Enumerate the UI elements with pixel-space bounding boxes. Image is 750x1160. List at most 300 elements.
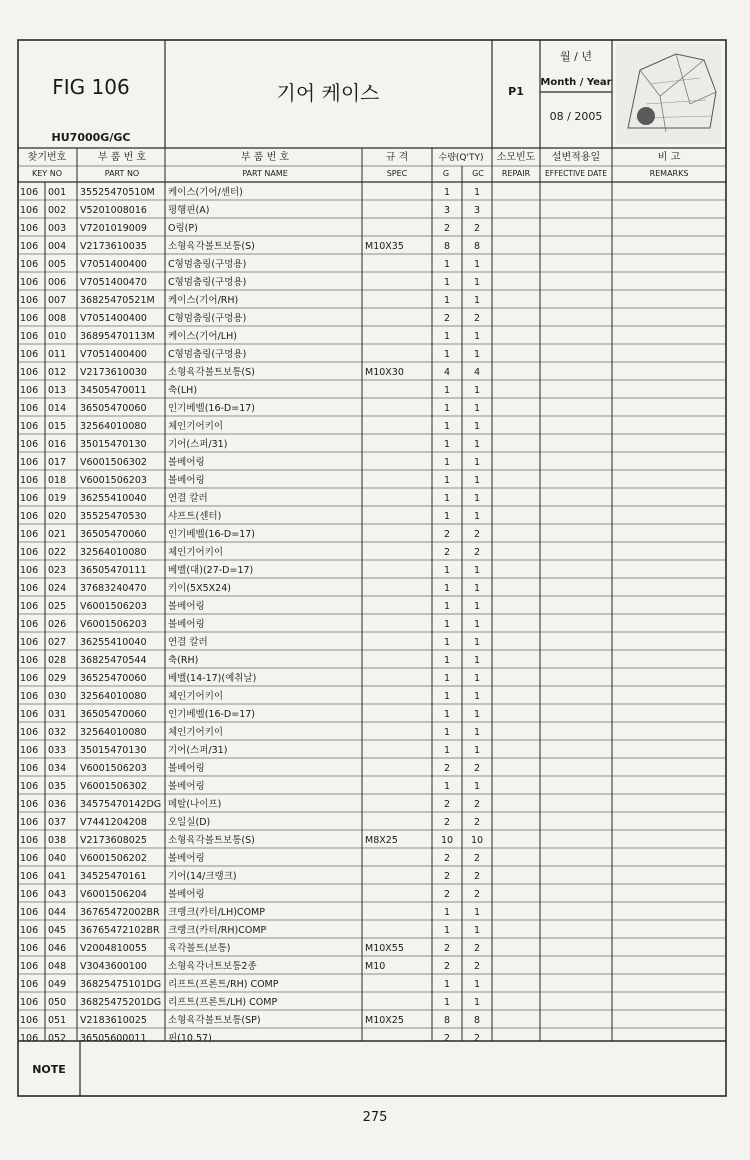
qty-g: 1 bbox=[443, 565, 451, 576]
table-row bbox=[20, 852, 480, 864]
key-group: 106 bbox=[20, 349, 39, 360]
part-name: 체인기어키이 bbox=[168, 421, 224, 432]
table-row bbox=[20, 258, 480, 270]
key-group: 106 bbox=[20, 385, 39, 396]
part-number: V6001506302 bbox=[80, 781, 147, 792]
qty-gc: 1 bbox=[473, 511, 481, 522]
part-number: 36895470113M bbox=[80, 331, 155, 342]
part-name: 메탈(나이프) bbox=[168, 799, 222, 810]
key-number: 007 bbox=[48, 295, 67, 306]
qty-g: 2 bbox=[443, 817, 451, 828]
qty-gc: 2 bbox=[473, 871, 481, 882]
part-number: 36765472102BR bbox=[80, 925, 160, 936]
part-number: V6001506202 bbox=[80, 853, 147, 864]
qty-g: 1 bbox=[443, 637, 451, 648]
part-number: 34525470161 bbox=[80, 871, 147, 882]
table-row bbox=[20, 672, 480, 684]
machine-thumbnail bbox=[616, 44, 722, 144]
qty-gc: 1 bbox=[473, 493, 481, 504]
part-name: 체인기어키이 bbox=[168, 691, 224, 702]
qty-g: 10 bbox=[440, 835, 454, 846]
part-name: 크랭크(카터/RH)COMP bbox=[168, 925, 267, 936]
col-repair-en: REPAIR bbox=[501, 169, 531, 178]
col-repair-kr: 소모빈도 bbox=[496, 152, 536, 163]
qty-gc: 1 bbox=[473, 745, 481, 756]
part-name: 샤프트(센터) bbox=[168, 511, 222, 522]
part-name: 소형육각볼트보통(S) bbox=[168, 835, 255, 846]
key-group: 106 bbox=[20, 637, 39, 648]
qty-g: 2 bbox=[443, 313, 451, 324]
key-number: 038 bbox=[48, 835, 67, 846]
part-number: 35525470510M bbox=[80, 187, 155, 198]
table-row bbox=[20, 546, 480, 558]
qty-gc: 1 bbox=[473, 601, 481, 612]
key-number: 018 bbox=[48, 475, 67, 486]
qty-g: 2 bbox=[443, 763, 451, 774]
qty-g: 8 bbox=[443, 1015, 451, 1026]
part-name: 베벨(대)(27-D=17) bbox=[168, 565, 254, 576]
qty-g: 1 bbox=[443, 493, 451, 504]
part-name: 볼베어링 bbox=[168, 763, 205, 774]
key-number: 029 bbox=[48, 673, 67, 684]
qty-g: 1 bbox=[443, 601, 451, 612]
col-spec-en: SPEC bbox=[386, 169, 408, 178]
qty-g: 1 bbox=[443, 979, 451, 990]
highlight-marker-icon bbox=[637, 107, 655, 125]
qty-g: 1 bbox=[443, 385, 451, 396]
key-number: 001 bbox=[48, 187, 67, 198]
key-group: 106 bbox=[20, 205, 39, 216]
part-name: 볼베어링 bbox=[168, 889, 205, 900]
key-number: 030 bbox=[48, 691, 67, 702]
qty-g: 2 bbox=[443, 529, 451, 540]
table-row bbox=[20, 186, 480, 198]
part-number: 35525470530 bbox=[80, 511, 147, 522]
part-number: V7441204208 bbox=[80, 817, 147, 828]
qty-g: 1 bbox=[443, 907, 451, 918]
part-name: 볼베어링 bbox=[168, 475, 205, 486]
part-name: 볼베어링 bbox=[168, 457, 205, 468]
part-number: 36505470111 bbox=[80, 565, 147, 576]
note-section bbox=[18, 1041, 726, 1096]
col-remarks-en: REMARKS bbox=[649, 169, 689, 178]
table-row bbox=[20, 726, 480, 738]
col-partno-en: PART NO bbox=[104, 169, 140, 178]
table-row bbox=[20, 870, 480, 882]
qty-g: 1 bbox=[443, 457, 451, 468]
key-number: 035 bbox=[48, 781, 67, 792]
part-number: 36825470521M bbox=[80, 295, 155, 306]
key-group: 106 bbox=[20, 943, 39, 954]
key-group: 106 bbox=[20, 277, 39, 288]
part-name: 케이스(기어/RH) bbox=[168, 295, 239, 306]
qty-g: 2 bbox=[443, 547, 451, 558]
part-name: 연결 칼러 bbox=[168, 637, 208, 648]
key-number: 004 bbox=[48, 241, 67, 252]
key-group: 106 bbox=[20, 439, 39, 450]
part-name: 인기베벨(16-D=17) bbox=[168, 529, 256, 540]
key-group: 106 bbox=[20, 853, 39, 864]
key-number: 051 bbox=[48, 1015, 67, 1026]
col-eff-en: EFFECTIVE DATE bbox=[545, 169, 607, 178]
key-group: 106 bbox=[20, 655, 39, 666]
qty-g: 2 bbox=[443, 889, 451, 900]
key-group: 106 bbox=[20, 529, 39, 540]
qty-g: 1 bbox=[443, 511, 451, 522]
part-name: 리프트(프론트/RH) COMP bbox=[168, 979, 279, 990]
part-name: C형멈춤링(구멍용) bbox=[168, 259, 247, 270]
spec: M10X25 bbox=[365, 1015, 404, 1026]
col-key-kr: 찾기번호 bbox=[27, 152, 67, 163]
part-number: V7051400400 bbox=[80, 349, 147, 360]
key-group: 106 bbox=[20, 457, 39, 468]
part-name: 체인기어키이 bbox=[168, 547, 224, 558]
part-name: C형멈춤링(구멍용) bbox=[168, 349, 247, 360]
table-row bbox=[20, 906, 480, 918]
part-name: C형멈춤링(구멍용) bbox=[168, 277, 247, 288]
key-number: 048 bbox=[48, 961, 67, 972]
table-row bbox=[20, 240, 480, 252]
part-name: 볼베어링 bbox=[168, 601, 205, 612]
part-number: V2183610025 bbox=[80, 1015, 147, 1026]
qty-gc: 1 bbox=[473, 565, 481, 576]
key-group: 106 bbox=[20, 619, 39, 630]
part-number: 36505470060 bbox=[80, 709, 147, 720]
qty-gc: 2 bbox=[473, 889, 481, 900]
key-group: 106 bbox=[20, 979, 39, 990]
qty-g: 1 bbox=[443, 925, 451, 936]
key-group: 106 bbox=[20, 493, 39, 504]
qty-gc: 1 bbox=[473, 619, 481, 630]
qty-gc: 10 bbox=[470, 835, 484, 846]
key-group: 106 bbox=[20, 223, 39, 234]
part-name: 인기베벨(16-D=17) bbox=[168, 709, 256, 720]
table-row bbox=[20, 438, 480, 450]
key-group: 106 bbox=[20, 295, 39, 306]
key-group: 106 bbox=[20, 547, 39, 558]
key-number: 046 bbox=[48, 943, 67, 954]
qty-g: 1 bbox=[443, 421, 451, 432]
qty-g: 2 bbox=[443, 1033, 451, 1044]
qty-g: 1 bbox=[443, 709, 451, 720]
part-number: V5201008016 bbox=[80, 205, 147, 216]
qty-g: 1 bbox=[443, 583, 451, 594]
qty-g: 1 bbox=[443, 259, 451, 270]
key-number: 015 bbox=[48, 421, 67, 432]
part-number: 32564010080 bbox=[80, 421, 147, 432]
key-group: 106 bbox=[20, 475, 39, 486]
qty-g: 1 bbox=[443, 781, 451, 792]
key-number: 020 bbox=[48, 511, 67, 522]
key-number: 002 bbox=[48, 205, 67, 216]
qty-gc: 1 bbox=[473, 259, 481, 270]
revision-date: 08 / 2005 bbox=[549, 110, 603, 123]
table-row bbox=[20, 690, 480, 702]
table-row bbox=[20, 816, 480, 828]
key-group: 106 bbox=[20, 799, 39, 810]
qty-g: 4 bbox=[443, 367, 451, 378]
table-row bbox=[20, 384, 480, 396]
key-number: 028 bbox=[48, 655, 67, 666]
key-group: 106 bbox=[20, 1015, 39, 1026]
qty-gc: 2 bbox=[473, 799, 481, 810]
month-year-en: Month / Year bbox=[540, 77, 612, 88]
key-group: 106 bbox=[20, 691, 39, 702]
qty-g: 1 bbox=[443, 745, 451, 756]
table-row bbox=[20, 276, 480, 288]
part-name: 리프트(프론트/LH) COMP bbox=[168, 997, 278, 1008]
qty-gc: 8 bbox=[473, 1015, 481, 1026]
part-name: 축(LH) bbox=[168, 385, 198, 396]
col-qty-g: G bbox=[442, 169, 450, 178]
table-row bbox=[20, 924, 480, 936]
qty-gc: 1 bbox=[473, 655, 481, 666]
part-number: V2004810055 bbox=[80, 943, 147, 954]
table-row bbox=[20, 204, 480, 216]
qty-gc: 1 bbox=[473, 673, 481, 684]
table-row bbox=[20, 420, 480, 432]
table-row bbox=[20, 600, 480, 612]
key-number: 014 bbox=[48, 403, 67, 414]
key-number: 013 bbox=[48, 385, 67, 396]
part-number: 36765472002BR bbox=[80, 907, 160, 918]
fig-number: FIG 106 bbox=[52, 75, 130, 99]
part-name: 볼베어링 bbox=[168, 781, 205, 792]
key-number: 036 bbox=[48, 799, 67, 810]
key-number: 049 bbox=[48, 979, 67, 990]
part-number: V6001506203 bbox=[80, 763, 147, 774]
table-row bbox=[20, 744, 480, 756]
col-eff-kr: 설변적용일 bbox=[551, 152, 601, 163]
qty-g: 2 bbox=[443, 223, 451, 234]
qty-gc: 1 bbox=[473, 709, 481, 720]
qty-gc: 1 bbox=[473, 907, 481, 918]
qty-g: 1 bbox=[443, 619, 451, 630]
key-number: 011 bbox=[48, 349, 67, 360]
col-qty-kr: 수량(Q'TY) bbox=[438, 153, 484, 163]
table-row bbox=[20, 798, 480, 810]
key-number: 043 bbox=[48, 889, 67, 900]
qty-gc: 2 bbox=[473, 1033, 481, 1044]
part-name: 핀(10.57) bbox=[168, 1033, 212, 1044]
key-number: 017 bbox=[48, 457, 67, 468]
key-number: 008 bbox=[48, 313, 67, 324]
key-group: 106 bbox=[20, 673, 39, 684]
qty-gc: 1 bbox=[473, 385, 481, 396]
key-number: 032 bbox=[48, 727, 67, 738]
key-group: 106 bbox=[20, 331, 39, 342]
part-number: V2173610030 bbox=[80, 367, 147, 378]
part-name: 볼베어링 bbox=[168, 853, 205, 864]
key-number: 052 bbox=[48, 1033, 67, 1044]
key-number: 031 bbox=[48, 709, 67, 720]
key-number: 022 bbox=[48, 547, 67, 558]
table-row bbox=[20, 222, 480, 234]
key-group: 106 bbox=[20, 727, 39, 738]
page-code: P1 bbox=[508, 85, 524, 98]
part-number: 36505600011 bbox=[80, 1033, 147, 1044]
qty-g: 1 bbox=[443, 403, 451, 414]
table-row bbox=[20, 348, 480, 360]
part-name: 오일실(D) bbox=[168, 817, 211, 828]
page-title: 기어 케이스 bbox=[276, 81, 380, 105]
qty-gc: 1 bbox=[473, 727, 481, 738]
key-number: 025 bbox=[48, 601, 67, 612]
qty-g: 8 bbox=[443, 241, 451, 252]
table-row bbox=[20, 1032, 480, 1044]
qty-gc: 4 bbox=[473, 367, 481, 378]
key-group: 106 bbox=[20, 367, 39, 378]
model-code: HU7000G/GC bbox=[51, 131, 131, 144]
key-group: 106 bbox=[20, 709, 39, 720]
part-number: V2173608025 bbox=[80, 835, 147, 846]
key-number: 016 bbox=[48, 439, 67, 450]
qty-g: 1 bbox=[443, 277, 451, 288]
table-row bbox=[20, 708, 480, 720]
qty-gc: 2 bbox=[473, 853, 481, 864]
part-name: 축(RH) bbox=[168, 655, 199, 666]
key-group: 106 bbox=[20, 907, 39, 918]
part-name: 케이스(기어/센터) bbox=[168, 187, 243, 198]
table-row bbox=[20, 960, 480, 972]
key-group: 106 bbox=[20, 601, 39, 612]
qty-g: 1 bbox=[443, 691, 451, 702]
qty-gc: 2 bbox=[473, 313, 481, 324]
qty-g: 2 bbox=[443, 943, 451, 954]
qty-gc: 2 bbox=[473, 529, 481, 540]
key-group: 106 bbox=[20, 835, 39, 846]
part-number: 36255410040 bbox=[80, 493, 147, 504]
part-name: 베벨(14-17)(예취날) bbox=[168, 673, 257, 684]
table-row bbox=[20, 618, 480, 630]
part-number: V6001506302 bbox=[80, 457, 147, 468]
key-number: 005 bbox=[48, 259, 67, 270]
key-number: 033 bbox=[48, 745, 67, 756]
table-row bbox=[20, 762, 480, 774]
part-name: 키이(5X5X24) bbox=[168, 583, 231, 594]
qty-gc: 1 bbox=[473, 637, 481, 648]
part-name: 인기베벨(16-D=17) bbox=[168, 403, 256, 414]
part-number: 36825470544 bbox=[80, 655, 147, 666]
qty-g: 1 bbox=[443, 997, 451, 1008]
part-number: V7051400400 bbox=[80, 259, 147, 270]
spec: M10 bbox=[365, 961, 386, 972]
qty-gc: 2 bbox=[473, 961, 481, 972]
qty-gc: 2 bbox=[473, 223, 481, 234]
spec: M10X35 bbox=[365, 241, 404, 252]
month-year-kr: 월 / 년 bbox=[560, 50, 592, 63]
key-group: 106 bbox=[20, 889, 39, 900]
qty-gc: 1 bbox=[473, 781, 481, 792]
qty-gc: 1 bbox=[473, 403, 481, 414]
parts-table-body bbox=[20, 186, 483, 1044]
part-name: 볼베어링 bbox=[168, 619, 205, 630]
table-row bbox=[20, 294, 480, 306]
part-number: V7051400400 bbox=[80, 313, 147, 324]
part-name: 기어(스퍼/31) bbox=[168, 745, 228, 756]
part-name: 기어(14/크랭크) bbox=[168, 871, 237, 882]
part-number: 32564010080 bbox=[80, 691, 147, 702]
key-group: 106 bbox=[20, 745, 39, 756]
key-group: 106 bbox=[20, 997, 39, 1008]
key-group: 106 bbox=[20, 187, 39, 198]
qty-g: 1 bbox=[443, 295, 451, 306]
key-number: 041 bbox=[48, 871, 67, 882]
table-row bbox=[20, 1014, 480, 1026]
table-row bbox=[20, 564, 480, 576]
col-spec-kr: 규 격 bbox=[385, 152, 409, 163]
col-qty-gc: GC bbox=[472, 169, 484, 178]
table-row bbox=[20, 312, 480, 324]
qty-gc: 1 bbox=[473, 583, 481, 594]
qty-g: 1 bbox=[443, 349, 451, 360]
part-name: C형멈춤링(구멍용) bbox=[168, 313, 247, 324]
key-number: 010 bbox=[48, 331, 67, 342]
qty-g: 1 bbox=[443, 727, 451, 738]
part-number: 36255410040 bbox=[80, 637, 147, 648]
part-number: 37683240470 bbox=[80, 583, 147, 594]
qty-g: 2 bbox=[443, 871, 451, 882]
part-name: 기어(스퍼/31) bbox=[168, 439, 228, 450]
key-number: 044 bbox=[48, 907, 67, 918]
part-number: 35015470130 bbox=[80, 439, 147, 450]
key-group: 106 bbox=[20, 313, 39, 324]
table-row bbox=[20, 456, 480, 468]
qty-gc: 1 bbox=[473, 997, 481, 1008]
part-number: V7051400470 bbox=[80, 277, 147, 288]
qty-gc: 2 bbox=[473, 943, 481, 954]
key-number: 024 bbox=[48, 583, 67, 594]
qty-g: 2 bbox=[443, 961, 451, 972]
part-number: 34505470011 bbox=[80, 385, 147, 396]
column-headers bbox=[28, 150, 689, 178]
table-row bbox=[20, 780, 480, 792]
part-number: 34575470142DG bbox=[80, 799, 162, 810]
qty-gc: 1 bbox=[473, 277, 481, 288]
key-number: 050 bbox=[48, 997, 67, 1008]
part-name: 케이스(기어/LH) bbox=[168, 331, 237, 342]
key-group: 106 bbox=[20, 403, 39, 414]
key-number: 021 bbox=[48, 529, 67, 540]
qty-gc: 1 bbox=[473, 979, 481, 990]
qty-g: 1 bbox=[443, 439, 451, 450]
qty-g: 1 bbox=[443, 331, 451, 342]
key-group: 106 bbox=[20, 421, 39, 432]
part-name: 평행핀(A) bbox=[168, 205, 210, 216]
table-row bbox=[20, 636, 480, 648]
qty-gc: 1 bbox=[473, 475, 481, 486]
key-group: 106 bbox=[20, 511, 39, 522]
key-group: 106 bbox=[20, 763, 39, 774]
part-number: V3043600100 bbox=[80, 961, 147, 972]
col-key-en: KEY NO bbox=[31, 169, 63, 178]
part-number: V6001506203 bbox=[80, 619, 147, 630]
key-group: 106 bbox=[20, 925, 39, 936]
key-group: 106 bbox=[20, 259, 39, 270]
qty-gc: 1 bbox=[473, 691, 481, 702]
part-number: V6001506203 bbox=[80, 601, 147, 612]
table-row bbox=[20, 978, 480, 990]
col-remarks-kr: 비 고 bbox=[657, 152, 681, 163]
part-name: 연결 칼러 bbox=[168, 493, 208, 504]
table-row bbox=[20, 834, 483, 846]
table-row bbox=[20, 528, 480, 540]
key-number: 027 bbox=[48, 637, 67, 648]
col-name-en: PART NAME bbox=[242, 169, 288, 178]
qty-gc: 1 bbox=[473, 439, 481, 450]
part-number: 32564010080 bbox=[80, 547, 147, 558]
key-number: 040 bbox=[48, 853, 67, 864]
